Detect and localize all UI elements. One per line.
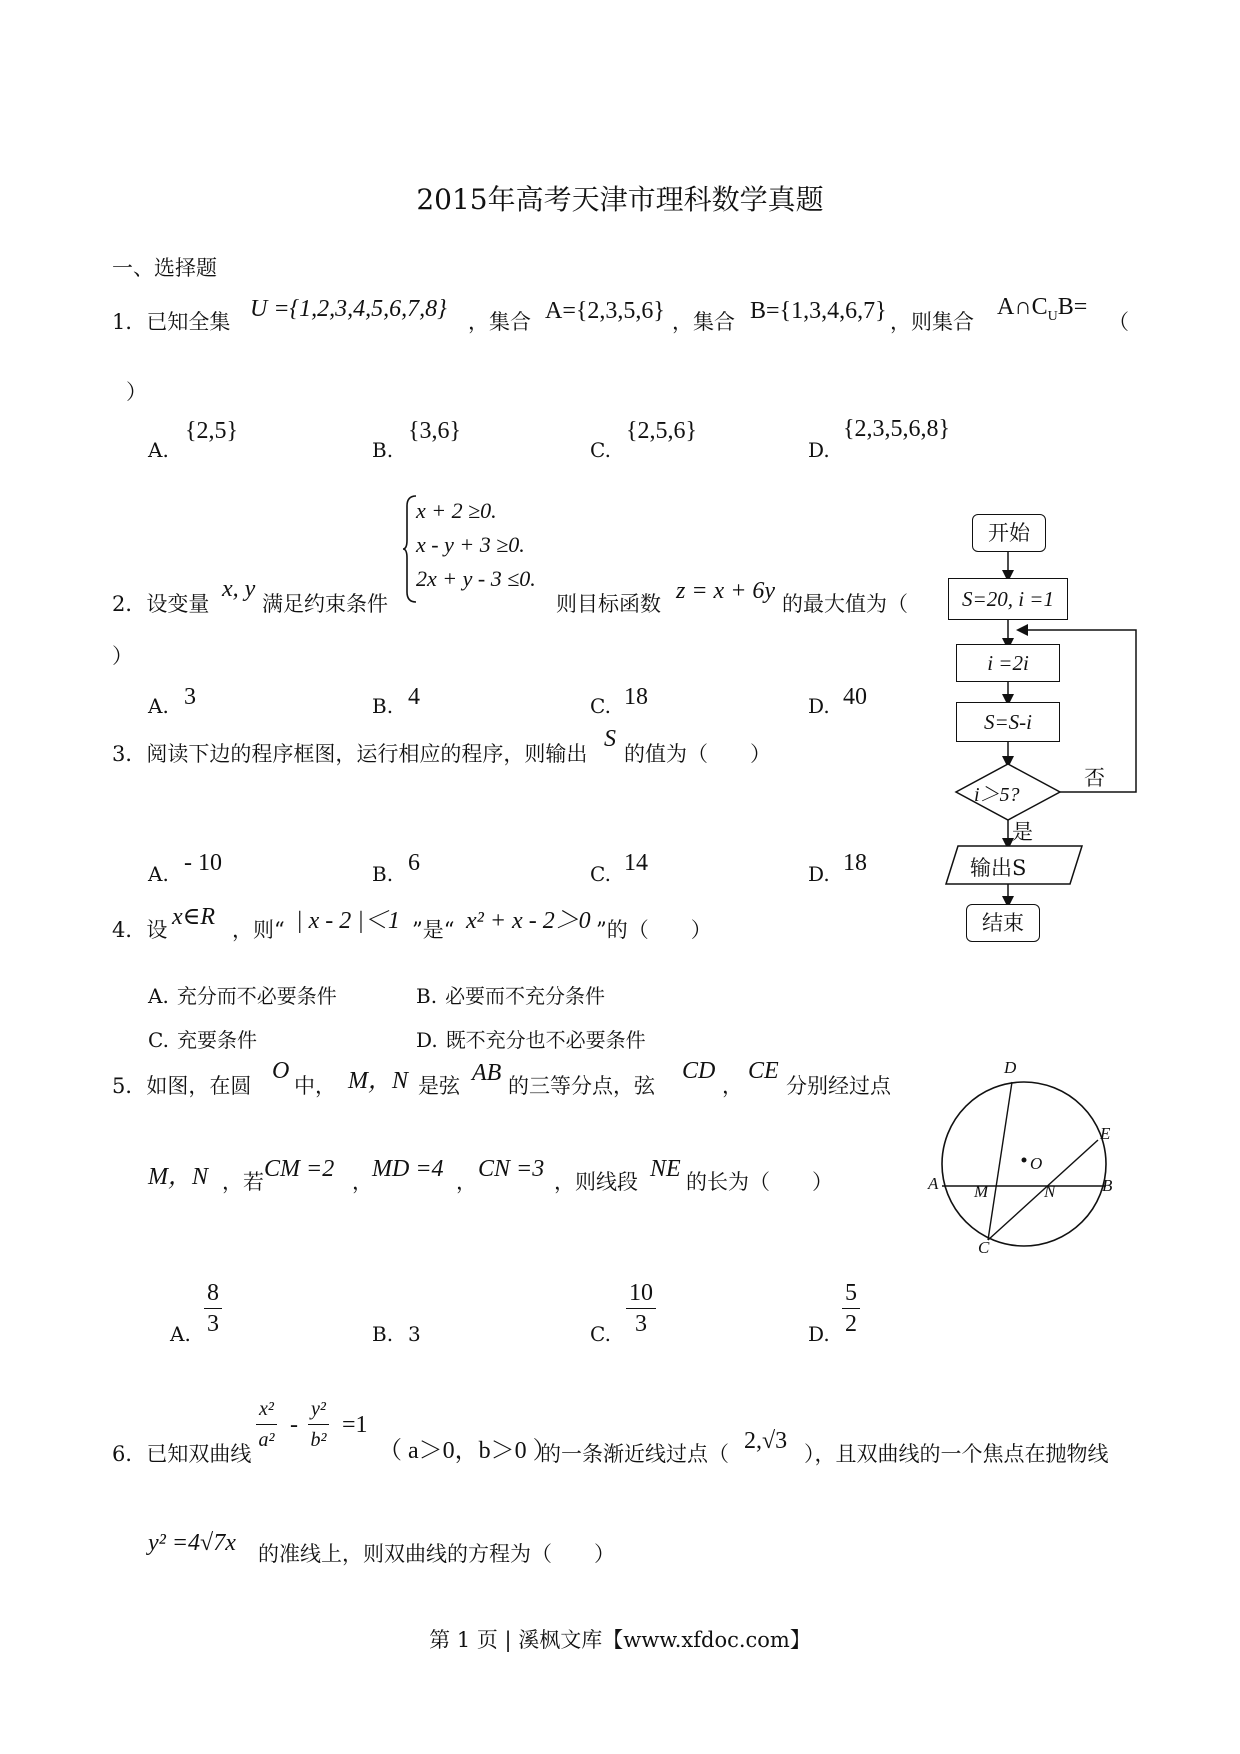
q5-sep-1: ， (352, 1170, 373, 1194)
circle-label-o: O (1030, 1154, 1043, 1173)
center-point (1022, 1158, 1027, 1163)
q4-option-a: A. 充分而不必要条件 (148, 984, 337, 1008)
q1-option-a-label: A. (148, 438, 169, 462)
q2-constraints (416, 494, 536, 596)
q5-option-c-label: C. (590, 1322, 611, 1346)
q4-option-c: C. 充要条件 (148, 1028, 257, 1052)
q4-expression-2: x² + x - 2＞0 (466, 908, 591, 934)
q1-paren-close: ） (126, 380, 147, 404)
flowchart-yes-label: 是 (1012, 820, 1033, 844)
q5-option-a-label: A. (170, 1322, 191, 1346)
chord-ce (988, 1140, 1098, 1240)
q4-condition: x∈R (172, 904, 216, 930)
q5-cn: CN =3 (478, 1156, 545, 1182)
q1-expression: $A\cap C_UB=$ (997, 294, 1088, 324)
q5-option-d-label: D. (808, 1322, 830, 1346)
q5-sep-2: ， (456, 1170, 477, 1194)
q2-option-b-label: B. (372, 694, 394, 718)
q1-set-u: U ={1,2,3,4,5,6,7,8} (250, 296, 447, 322)
q5-line2-d: 的长为（ ） (686, 1170, 833, 1194)
q5-option-b-value: 3 (408, 1322, 421, 1346)
q2-objective: z = x + 6y (676, 578, 776, 604)
q6-condition: （ a＞0，b＞0 ） (378, 1438, 557, 1464)
circle-label-d: D (1004, 1058, 1017, 1077)
page-footer: 第 1 页 | 溪枫文库【www.xfdoc.com】 (429, 1628, 811, 1652)
q3-text: 3．阅读下边的程序框图，运行相应的程序，则输出 (112, 742, 588, 766)
q1-option-b-label: B. (372, 438, 394, 462)
q2-option-d-value: 40 (843, 684, 867, 710)
circle-label-n: N (1044, 1182, 1056, 1201)
circle-label-m: M (974, 1182, 989, 1201)
flowchart-start: 开始 (972, 514, 1046, 552)
q2-option-b-value: 4 (408, 684, 420, 710)
q3-option-d-label: D. (808, 862, 830, 886)
q3-option-b-label: B. (372, 862, 394, 886)
flowchart-step-i: i =2i (956, 644, 1060, 682)
q5-md: MD =4 (372, 1156, 444, 1182)
q5-cm: CM =2 (264, 1156, 335, 1182)
q5-points-mn: M，N (348, 1068, 408, 1094)
section-heading: 一、选择题 (112, 256, 217, 280)
flowchart-output: 输出S (970, 856, 1027, 880)
q5-option-d-fraction: $\frac{5}{2}$ (842, 1278, 860, 1339)
q2-option-c-value: 18 (624, 684, 648, 710)
q2-option-d-label: D. (808, 694, 830, 718)
circle-label-a: A (928, 1174, 939, 1193)
q5-line2-c: ，则线段 (554, 1170, 638, 1194)
q5-chord-ce: CE (748, 1058, 779, 1084)
q6-fraction-x: $\frac{\text{x²}}{\text{a²}}$ (256, 1394, 277, 1455)
q1-option-c-label: C. (590, 438, 611, 462)
flowchart-condition: i＞5? (974, 784, 1020, 806)
q1-option-c-value: {2,5,6} (626, 418, 698, 444)
q2-mid: 满足约束条件 (262, 592, 388, 616)
q2-mid2: 则目标函数 (556, 592, 661, 616)
q5-option-c-fraction: $\frac{10}{3}$ (626, 1278, 656, 1339)
q4-expression-1: | x - 2 |＜1 (296, 908, 400, 934)
q2-vars: x, y (222, 576, 256, 602)
q4-mid2: ”是“ (412, 918, 455, 942)
q1-set-a: A={2,3,5,6} (545, 298, 665, 324)
q1-paren-open: （ (1108, 310, 1129, 334)
circle-label-b: B (1102, 1176, 1113, 1195)
q3-option-b-value: 6 (408, 850, 420, 876)
q5-chord-cd: CD (682, 1058, 716, 1084)
circle-outline (942, 1082, 1106, 1246)
q2-constraint-3: 2x + y - 3 ≤0. (416, 566, 536, 591)
q1-option-d-label: D. (808, 438, 830, 462)
chord-cd (988, 1082, 1012, 1240)
q6-prefix: 6．已知双曲线 (112, 1442, 252, 1466)
q5-comma: ， (722, 1074, 743, 1098)
q1-mid1: ，集合 (468, 310, 531, 334)
q2-constraint-2: x - y + 3 ≥0. (416, 532, 525, 557)
q3-option-a-value: - 10 (184, 850, 222, 876)
q5-line1-d: 的三等分点，弦 (508, 1074, 655, 1098)
q5-line2-b: ，若 (222, 1170, 264, 1194)
flowchart-no-label: 否 (1084, 766, 1105, 790)
q1-set-b: B={1,3,4,6,7} (750, 298, 887, 324)
q2-constraint-1: x + 2 ≥0. (416, 498, 497, 523)
q5-line1-b: 中， (294, 1074, 336, 1098)
q1-option-d-value: {2,3,5,6,8} (843, 416, 951, 442)
q3-option-c-label: C. (590, 862, 611, 886)
q3-option-c-value: 14 (624, 850, 648, 876)
q5-option-a-fraction: $\frac{8}{3}$ (204, 1278, 222, 1339)
flowchart-init: S=20, i =1 (948, 578, 1068, 620)
q2-paren-close: ） (112, 644, 133, 668)
q5-line1-a: 5．如图，在圆 (112, 1074, 252, 1098)
q1-mid3: ，则集合 (890, 310, 974, 334)
q5-line1-c: 是弦 (418, 1074, 460, 1098)
q4-mid: ，则“ (232, 918, 285, 942)
q6-fraction-y: $\frac{\text{y²}}{\text{b²}}$ (308, 1394, 329, 1455)
q5-chord-ab: AB (472, 1060, 502, 1086)
q2-option-c-label: C. (590, 694, 611, 718)
q6-mid: 的一条渐近线过点（ (540, 1442, 729, 1466)
q2-prefix: 2．设变量 (112, 592, 210, 616)
circle-label-e: E (1100, 1124, 1111, 1143)
q5-line1-e: 分别经过点 (786, 1074, 891, 1098)
flowchart-step-s: S=S-i (956, 702, 1060, 742)
q3-var: S (604, 726, 616, 752)
q5-circle-o: O (272, 1058, 290, 1084)
q2-option-a-label: A. (148, 694, 169, 718)
q1-option-b-value: {3,6} (408, 418, 462, 444)
page-title: 2015年高考天津市理科数学真题 (416, 183, 824, 216)
q1-prefix: 1．已知全集 (112, 310, 231, 334)
q5-line2-mn: M，N (148, 1164, 208, 1190)
q3-option-d-value: 18 (843, 850, 867, 876)
q1-option-a-value: {2,5} (185, 418, 239, 444)
q1-mid2: ，集合 (672, 310, 735, 334)
q2-option-a-value: 3 (184, 684, 196, 710)
q6-parabola: y² =4√7x (148, 1530, 236, 1556)
q6-point: 2,√3 (744, 1428, 788, 1454)
circle-label-c: C (978, 1238, 990, 1257)
q5-segment-ne: NE (650, 1156, 681, 1182)
flowchart-end: 结束 (966, 904, 1040, 942)
q4-option-d: D. 既不充分也不必要条件 (416, 1028, 646, 1052)
q6-line2-tail: 的准线上，则双曲线的方程为（ ） (258, 1542, 615, 1566)
q4-tail: ”的（ ） (596, 918, 712, 942)
q3-option-a-label: A. (148, 862, 169, 886)
q6-rhs: =1 (342, 1412, 368, 1438)
q3-tail: 的值为（ ） (624, 742, 771, 766)
q4-prefix: 4．设 (112, 918, 168, 942)
q6-tail: ），且双曲线的一个焦点在抛物线 (804, 1442, 1109, 1466)
q4-option-b: B. 必要而不充分条件 (416, 984, 606, 1008)
q6-minus: - (290, 1412, 298, 1438)
q2-tail: 的最大值为（ (782, 592, 908, 616)
q5-option-b-label: B. (372, 1322, 394, 1346)
